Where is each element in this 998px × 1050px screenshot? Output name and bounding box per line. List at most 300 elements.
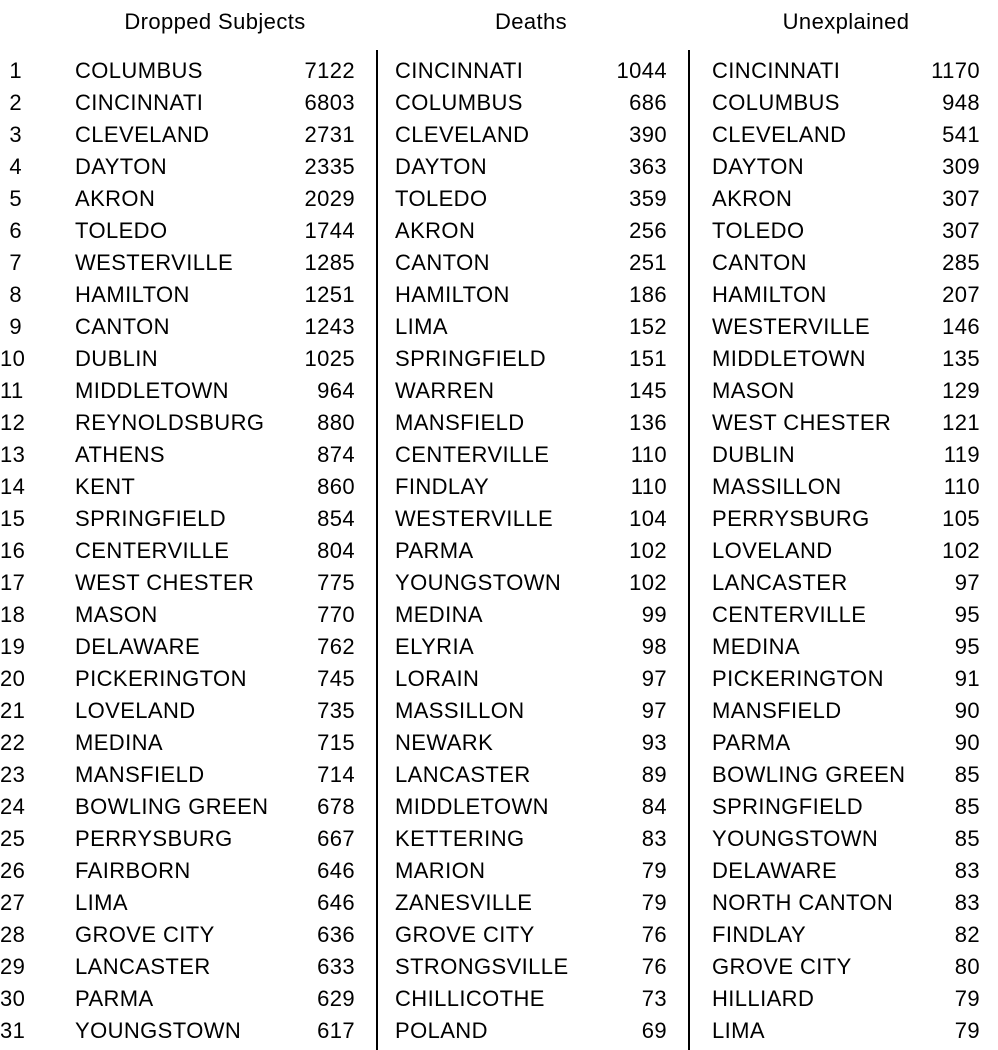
city-name: CLEVELAND <box>395 122 530 147</box>
city-value: 745 <box>317 666 355 691</box>
city-value: 104 <box>629 506 667 531</box>
city-value: 119 <box>943 442 980 467</box>
city-name: MANSFIELD <box>75 762 205 787</box>
city-value: 948 <box>942 90 980 115</box>
table-row <box>395 119 667 151</box>
rank-label: 19 <box>0 634 26 659</box>
city-name: MASON <box>75 602 158 627</box>
city-name: WESTERVILLE <box>395 506 554 531</box>
rank-label: 10 <box>0 346 26 371</box>
table-row <box>395 1015 667 1047</box>
table-row <box>75 311 355 343</box>
table-row <box>75 119 355 151</box>
city-name: CANTON <box>395 250 490 275</box>
table-row <box>75 151 355 183</box>
table-row <box>75 503 355 535</box>
city-value: 90 <box>954 730 980 755</box>
city-value: 964 <box>317 378 355 403</box>
table-row <box>712 791 980 823</box>
table-row <box>395 439 667 471</box>
city-name: MANSFIELD <box>395 410 525 435</box>
city-value: 1251 <box>304 282 355 307</box>
city-name: LANCASTER <box>395 762 531 787</box>
city-name: COLUMBUS <box>395 90 523 115</box>
city-value: 804 <box>317 538 355 563</box>
city-value: 633 <box>317 954 355 979</box>
city-name: MARION <box>395 858 486 883</box>
city-name: YOUNGSTOWN <box>712 826 879 851</box>
table-row <box>75 407 355 439</box>
rank-label: 20 <box>0 666 26 691</box>
city-value: 307 <box>942 186 980 211</box>
city-value: 73 <box>641 986 667 1011</box>
city-name: NEWARK <box>395 730 494 755</box>
city-name: DUBLIN <box>75 346 159 371</box>
table-row <box>75 663 355 695</box>
city-value: 110 <box>943 474 980 499</box>
city-name: SPRINGFIELD <box>75 506 227 531</box>
city-name: POLAND <box>395 1018 488 1043</box>
city-name: PARMA <box>395 538 474 563</box>
city-value: 2029 <box>304 186 355 211</box>
table-row <box>395 215 667 247</box>
city-value: 102 <box>629 538 667 563</box>
rank-label: 6 <box>9 218 22 243</box>
city-value: 880 <box>317 410 355 435</box>
city-value: 646 <box>317 890 355 915</box>
table-row <box>712 1015 980 1047</box>
city-name: YOUNGSTOWN <box>75 1018 242 1043</box>
city-name: ELYRIA <box>395 634 475 659</box>
city-name: MIDDLETOWN <box>712 346 866 371</box>
city-value: 95 <box>954 634 980 659</box>
city-value: 714 <box>317 762 355 787</box>
rank-label: 22 <box>0 730 26 755</box>
rank-label: 17 <box>0 570 26 595</box>
table-row <box>395 599 667 631</box>
rank-label: 11 <box>0 378 24 403</box>
rank-label: 15 <box>0 506 26 531</box>
city-value: 186 <box>629 282 667 307</box>
city-name: SPRINGFIELD <box>712 794 864 819</box>
rank-label: 30 <box>0 986 26 1011</box>
city-name: LANCASTER <box>712 570 848 595</box>
city-value: 667 <box>317 826 355 851</box>
rank-label: 31 <box>0 1018 26 1043</box>
table-row <box>75 535 355 567</box>
rank-label: 4 <box>9 154 22 179</box>
table-row <box>395 471 667 503</box>
city-value: 82 <box>954 922 980 947</box>
table-row <box>712 439 980 471</box>
table-row <box>712 631 980 663</box>
city-name: CANTON <box>712 250 807 275</box>
deaths-rows <box>395 55 667 1047</box>
city-name: CLEVELAND <box>712 122 847 147</box>
table-row <box>395 151 667 183</box>
city-name: DELAWARE <box>75 634 201 659</box>
city-name: CINCINNATI <box>712 58 841 83</box>
table-row <box>395 343 667 375</box>
city-value: 83 <box>641 826 667 851</box>
city-name: WEST CHESTER <box>712 410 892 435</box>
vertical-divider-left <box>376 50 378 1050</box>
city-value: 617 <box>317 1018 355 1043</box>
city-value: 309 <box>942 154 980 179</box>
table-row <box>75 183 355 215</box>
city-value: 854 <box>317 506 355 531</box>
city-name: PARMA <box>712 730 791 755</box>
table-row <box>395 503 667 535</box>
table-row <box>395 247 667 279</box>
table-row <box>75 279 355 311</box>
city-name: KETTERING <box>395 826 525 851</box>
city-name: DELAWARE <box>712 858 838 883</box>
table-row <box>395 823 667 855</box>
table-row <box>395 55 667 87</box>
city-value: 678 <box>317 794 355 819</box>
city-value: 1285 <box>304 250 355 275</box>
city-value: 770 <box>317 602 355 627</box>
city-value: 79 <box>954 986 980 1011</box>
city-value: 151 <box>629 346 667 371</box>
city-value: 136 <box>629 410 667 435</box>
city-name: FINDLAY <box>712 922 807 947</box>
city-value: 69 <box>641 1018 667 1043</box>
table-row <box>75 983 355 1015</box>
city-name: HAMILTON <box>712 282 827 307</box>
city-value: 93 <box>641 730 667 755</box>
table-row <box>712 695 980 727</box>
city-value: 251 <box>629 250 667 275</box>
city-value: 6803 <box>304 90 355 115</box>
table-row <box>75 919 355 951</box>
table-row <box>395 919 667 951</box>
city-name: WESTERVILLE <box>712 314 871 339</box>
city-value: 1744 <box>304 218 355 243</box>
table-row <box>712 567 980 599</box>
city-name: FAIRBORN <box>75 858 191 883</box>
table-row <box>712 407 980 439</box>
city-name: WEST CHESTER <box>75 570 255 595</box>
table-row <box>75 471 355 503</box>
table-row <box>712 375 980 407</box>
rank-label: 18 <box>0 602 26 627</box>
column-unexplained <box>712 9 980 1047</box>
city-value: 7122 <box>304 58 355 83</box>
table-row <box>75 631 355 663</box>
city-name: DAYTON <box>75 154 168 179</box>
city-value: 207 <box>942 282 980 307</box>
city-name: CINCINNATI <box>395 58 524 83</box>
table-row <box>75 567 355 599</box>
city-name: BOWLING GREEN <box>712 762 906 787</box>
city-value: 97 <box>641 666 667 691</box>
city-value: 541 <box>942 122 980 147</box>
column-header-deaths: Deaths <box>494 9 568 34</box>
city-name: LIMA <box>75 890 128 915</box>
city-value: 715 <box>317 730 355 755</box>
city-value: 686 <box>629 90 667 115</box>
table-row <box>395 375 667 407</box>
table-row <box>75 855 355 887</box>
city-name: AKRON <box>395 218 476 243</box>
city-name: BOWLING GREEN <box>75 794 269 819</box>
city-name: LOVELAND <box>75 698 196 723</box>
table-row <box>75 55 355 87</box>
table-row <box>712 855 980 887</box>
rank-label: 14 <box>0 474 26 499</box>
city-name: LIMA <box>712 1018 765 1043</box>
table-row <box>75 695 355 727</box>
city-value: 874 <box>317 442 355 467</box>
city-name: DAYTON <box>712 154 805 179</box>
table-row <box>712 55 980 87</box>
city-name: HAMILTON <box>395 282 510 307</box>
city-value: 363 <box>629 154 667 179</box>
table-row <box>75 759 355 791</box>
city-value: 762 <box>317 634 355 659</box>
table-row <box>712 887 980 919</box>
city-value: 79 <box>954 1018 980 1043</box>
rank-label: 12 <box>0 410 26 435</box>
table-row <box>712 919 980 951</box>
city-value: 307 <box>942 218 980 243</box>
vertical-divider-right <box>688 50 690 1050</box>
table-row <box>395 855 667 887</box>
rank-label: 5 <box>9 186 22 211</box>
table-row <box>712 119 980 151</box>
column-deaths <box>395 9 667 1047</box>
city-value: 85 <box>954 826 980 851</box>
city-name: NORTH CANTON <box>712 890 894 915</box>
table-row <box>395 279 667 311</box>
table-row <box>712 535 980 567</box>
city-name: TOLEDO <box>712 218 805 243</box>
city-name: TOLEDO <box>75 218 168 243</box>
table-row <box>712 247 980 279</box>
city-value: 285 <box>942 250 980 275</box>
unexplained-rows <box>712 55 980 1047</box>
table-row <box>712 823 980 855</box>
table-row <box>395 631 667 663</box>
table-row <box>712 599 980 631</box>
city-value: 129 <box>942 378 980 403</box>
city-name: MEDINA <box>75 730 163 755</box>
city-name: MASSILLON <box>712 474 842 499</box>
table-row <box>395 727 667 759</box>
column-dropped-subjects <box>75 9 355 1047</box>
rank-label: 8 <box>9 282 22 307</box>
city-value: 76 <box>641 954 667 979</box>
city-name: LANCASTER <box>75 954 211 979</box>
city-name: PERRYSBURG <box>75 826 233 851</box>
rank-label: 21 <box>0 698 26 723</box>
city-value: 85 <box>954 762 980 787</box>
city-value: 105 <box>942 506 980 531</box>
city-name: LOVELAND <box>712 538 833 563</box>
column-header-unexplained: Unexplained <box>782 9 910 34</box>
city-value: 152 <box>629 314 667 339</box>
table-row <box>75 599 355 631</box>
city-name: AKRON <box>75 186 156 211</box>
city-value: 359 <box>629 186 667 211</box>
city-name: PARMA <box>75 986 154 1011</box>
table-row <box>75 439 355 471</box>
table-row <box>395 759 667 791</box>
city-name: GROVE CITY <box>75 922 215 947</box>
city-value: 1243 <box>304 314 355 339</box>
city-value: 97 <box>641 698 667 723</box>
city-name: HILLIARD <box>712 986 815 1011</box>
city-value: 79 <box>641 858 667 883</box>
rank-label: 9 <box>9 314 22 339</box>
rank-label: 25 <box>0 826 26 851</box>
rank-label: 2 <box>9 90 22 115</box>
city-value: 79 <box>641 890 667 915</box>
city-value: 145 <box>629 378 667 403</box>
city-name: MANSFIELD <box>712 698 842 723</box>
city-name: DUBLIN <box>712 442 796 467</box>
city-name: CENTERVILLE <box>712 602 867 627</box>
table-row <box>712 727 980 759</box>
column-header-dropped-subjects: Dropped Subjects <box>124 9 306 34</box>
rank-label: 13 <box>0 442 26 467</box>
rank-label: 1 <box>9 58 22 83</box>
table-row <box>395 183 667 215</box>
table-row <box>395 535 667 567</box>
table-row <box>712 151 980 183</box>
city-name: REYNOLDSBURG <box>75 410 265 435</box>
city-value: 76 <box>641 922 667 947</box>
city-value: 2335 <box>304 154 355 179</box>
city-name: PICKERINGTON <box>75 666 247 691</box>
table-row <box>75 247 355 279</box>
city-name: LORAIN <box>395 666 480 691</box>
city-name: WESTERVILLE <box>75 250 234 275</box>
city-name: TOLEDO <box>395 186 488 211</box>
city-value: 98 <box>641 634 667 659</box>
city-name: AKRON <box>712 186 793 211</box>
table-row <box>712 951 980 983</box>
city-value: 256 <box>629 218 667 243</box>
table-row <box>712 279 980 311</box>
city-value: 89 <box>641 762 667 787</box>
city-name: GROVE CITY <box>712 954 852 979</box>
city-value: 390 <box>629 122 667 147</box>
city-value: 646 <box>317 858 355 883</box>
city-name: MEDINA <box>712 634 800 659</box>
city-value: 99 <box>641 602 667 627</box>
city-value: 91 <box>954 666 980 691</box>
city-name: PICKERINGTON <box>712 666 884 691</box>
rank-label: 24 <box>0 794 26 819</box>
table-row <box>75 1015 355 1047</box>
city-name: COLUMBUS <box>712 90 840 115</box>
table-row <box>75 727 355 759</box>
table-row <box>712 311 980 343</box>
table-row <box>395 663 667 695</box>
table-row <box>395 791 667 823</box>
rank-label: 7 <box>9 250 22 275</box>
city-name: MASSILLON <box>395 698 525 723</box>
city-value: 90 <box>954 698 980 723</box>
city-value: 110 <box>630 474 667 499</box>
city-value: 80 <box>954 954 980 979</box>
city-name: ZANESVILLE <box>395 890 533 915</box>
table-row <box>395 87 667 119</box>
rank-label: 16 <box>0 538 26 563</box>
city-value: 102 <box>942 538 980 563</box>
city-name: FINDLAY <box>395 474 490 499</box>
table-row <box>395 951 667 983</box>
city-value: 83 <box>954 858 980 883</box>
rank-label: 28 <box>0 922 26 947</box>
city-name: PERRYSBURG <box>712 506 870 531</box>
table-row <box>395 407 667 439</box>
dropped-subjects-rows <box>75 55 355 1047</box>
rank-label: 27 <box>0 890 26 915</box>
city-name: HAMILTON <box>75 282 190 307</box>
city-name: MIDDLETOWN <box>75 378 229 403</box>
city-value: 95 <box>954 602 980 627</box>
table-row <box>395 311 667 343</box>
table-row <box>712 343 980 375</box>
city-name: MIDDLETOWN <box>395 794 549 819</box>
city-value: 97 <box>954 570 980 595</box>
city-name: MEDINA <box>395 602 483 627</box>
city-name: WARREN <box>395 378 495 403</box>
city-value: 146 <box>942 314 980 339</box>
table-row <box>395 695 667 727</box>
table-row <box>75 823 355 855</box>
city-value: 121 <box>942 410 980 435</box>
city-value: 1025 <box>304 346 355 371</box>
city-name: YOUNGSTOWN <box>395 570 562 595</box>
city-name: ATHENS <box>75 442 166 467</box>
table-row <box>712 471 980 503</box>
table-row <box>75 87 355 119</box>
city-value: 1170 <box>931 58 980 83</box>
table-row <box>395 887 667 919</box>
table-row <box>712 759 980 791</box>
city-name: SPRINGFIELD <box>395 346 547 371</box>
city-name: KENT <box>75 474 136 499</box>
city-name: MASON <box>712 378 795 403</box>
rank-column <box>0 55 26 1047</box>
rank-label: 29 <box>0 954 26 979</box>
table-row <box>712 215 980 247</box>
city-name: CENTERVILLE <box>395 442 550 467</box>
table-row <box>395 983 667 1015</box>
city-name: STRONGSVILLE <box>395 954 569 979</box>
city-name: CINCINNATI <box>75 90 204 115</box>
city-value: 735 <box>317 698 355 723</box>
table-row <box>75 375 355 407</box>
city-value: 629 <box>317 986 355 1011</box>
table-row <box>712 183 980 215</box>
city-name: COLUMBUS <box>75 58 203 83</box>
city-value: 102 <box>629 570 667 595</box>
table-row <box>75 791 355 823</box>
city-value: 84 <box>641 794 667 819</box>
city-value: 2731 <box>304 122 355 147</box>
city-value: 1044 <box>616 58 667 83</box>
table-row <box>75 887 355 919</box>
table-row <box>75 343 355 375</box>
table-row <box>712 87 980 119</box>
city-value: 85 <box>954 794 980 819</box>
